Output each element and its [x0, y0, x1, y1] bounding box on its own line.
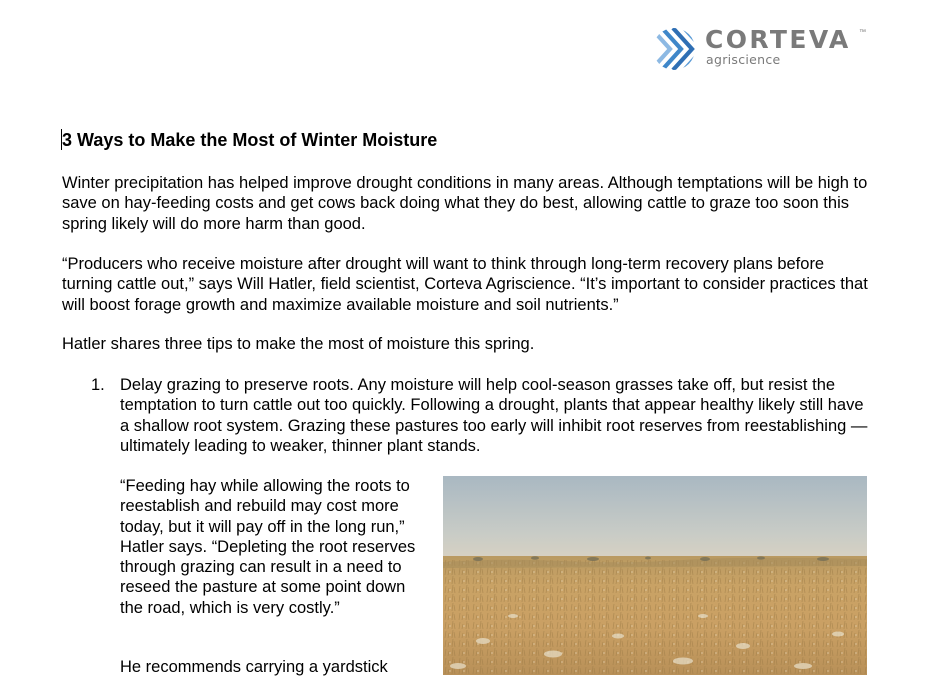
paragraph-intro[interactable]: Winter precipitation has helped improve drought conditions in many areas. Although temptations will be high to save on hay-feeding costs and get cows back doing what they do best, allowing cattle to graze too soon this spring likely will do more harm than good. — [62, 174, 868, 233]
list-item[interactable]: Delay grazing to preserve roots. Any moisture will help cool-season grasses take off, but resist the temptation to turn cattle out too quickly. Following a drought, plants that appear healthy likely still have a shallow root system. Grazing these pastures too early will inhibit root reserves from reestablishing — ultimately leading to weaker, thinner plant stands. — [120, 376, 868, 455]
logo-trademark: ™ — [859, 29, 866, 36]
corteva-chevron-icon — [652, 27, 696, 71]
dry-pasture-photo[interactable] — [443, 476, 867, 675]
paragraph-recommendation[interactable]: He recommends carrying a yardstick — [120, 658, 388, 676]
corteva-logo — [652, 27, 868, 71]
logo-wordmark: CORTEVA — [705, 25, 851, 54]
page-title[interactable]: 3 Ways to Make the Most of Winter Moisture — [62, 130, 438, 150]
logo-subtitle: agriscience — [706, 52, 781, 67]
paragraph-quote-hatler[interactable]: “Producers who receive moisture after drought will want to think through long-term recovery plans before turning cattle out,” says Will Hatler, field scientist, Corteva Agriscience. “It’s important to consider practices that will boost forage growth and maximize available moisture and soil nutrients.” — [62, 255, 868, 314]
paragraph-hay-quote[interactable]: “Feeding hay while allowing the roots to reestablish and rebuild may cost more today, but it will pay off in the long run,” Hatler says. “Depleting the root reserves through grazing can result in a need to reseed the pasture at some point down the road, which is very costly.” — [120, 477, 416, 617]
list-item-number: 1. — [91, 376, 105, 394]
paragraph-tips-intro[interactable]: Hatler shares three tips to make the most of moisture this spring. — [62, 335, 535, 353]
